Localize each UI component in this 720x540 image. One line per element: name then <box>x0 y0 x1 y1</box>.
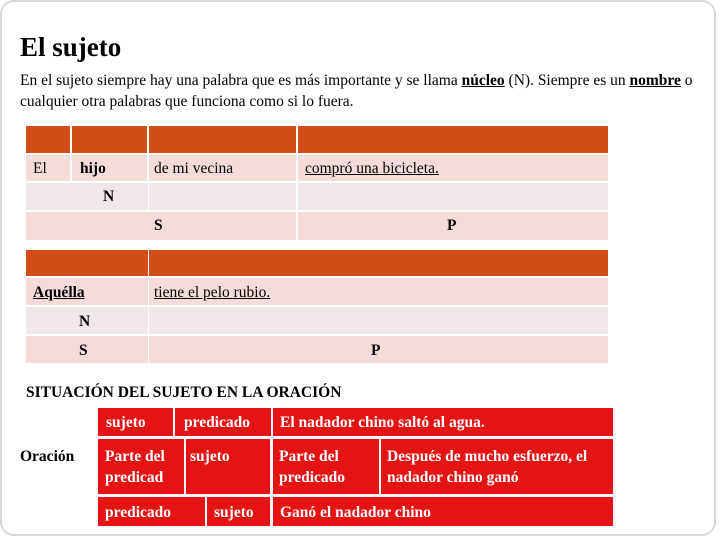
text-parte-predicado: Parte del predicado <box>279 448 346 486</box>
label-nucleo-1: N <box>103 188 115 205</box>
oracion-label: Oración <box>20 448 75 465</box>
table1-header-cell <box>72 126 147 153</box>
section-title: SITUACIÓN DEL SUJETO EN LA ORACIÓN <box>26 384 342 401</box>
table2-header-cell <box>149 250 608 276</box>
word-aquella: Aquélla <box>33 284 85 301</box>
table2-header-cell <box>26 250 148 276</box>
word-predicate-1: compró una bicicleta. <box>305 160 439 177</box>
word-el: El <box>33 160 47 177</box>
intro-nombre: nombre <box>629 72 681 89</box>
text-sujeto-first: sujeto <box>106 414 146 431</box>
label-nucleo-2: N <box>79 313 91 330</box>
table2-cell <box>149 307 608 334</box>
example-3: Ganó el nadador chino <box>280 504 431 521</box>
text-sujeto-last: sujeto <box>214 504 254 521</box>
label-sujeto-1: S <box>154 217 163 234</box>
label-sujeto-2: S <box>79 342 88 359</box>
word-hijo: hijo <box>80 160 106 177</box>
slide-title: El sujeto <box>20 32 122 62</box>
word-de-mi-vecina: de mi vecina <box>154 160 234 177</box>
table1-cell <box>26 183 148 210</box>
table1-header-cell <box>26 126 70 153</box>
text-sujeto-middle: sujeto <box>190 448 230 465</box>
intro-text-3: o cualquier otra palabras que funciona como si lo fuera. <box>20 72 693 110</box>
intro-text-2: (N). Siempre es un <box>504 72 630 89</box>
table1-header-cell <box>298 126 608 153</box>
intro-paragraph <box>20 70 710 112</box>
intro-nucleo: núcleo <box>461 72 505 89</box>
table1-cell <box>149 183 296 210</box>
table1-cell <box>298 183 608 210</box>
word-predicate-2: tiene el pelo rubio. <box>154 284 271 301</box>
label-predicado-2: P <box>371 342 381 359</box>
example-1: El nadador chino saltó al agua. <box>280 414 485 431</box>
table1-header-cell <box>149 126 296 153</box>
text-parte-predicad: Parte del predicad <box>105 448 165 486</box>
text-predicado-last: predicado <box>184 414 251 431</box>
intro-text-1: En el sujeto siempre hay una palabra que es más importante y se llama <box>20 72 462 89</box>
text-predicado-first: predicado <box>105 504 172 521</box>
example-2: Después de mucho esfuerzo, el nadador chino ganó <box>387 448 588 486</box>
label-predicado-1: P <box>447 217 457 234</box>
